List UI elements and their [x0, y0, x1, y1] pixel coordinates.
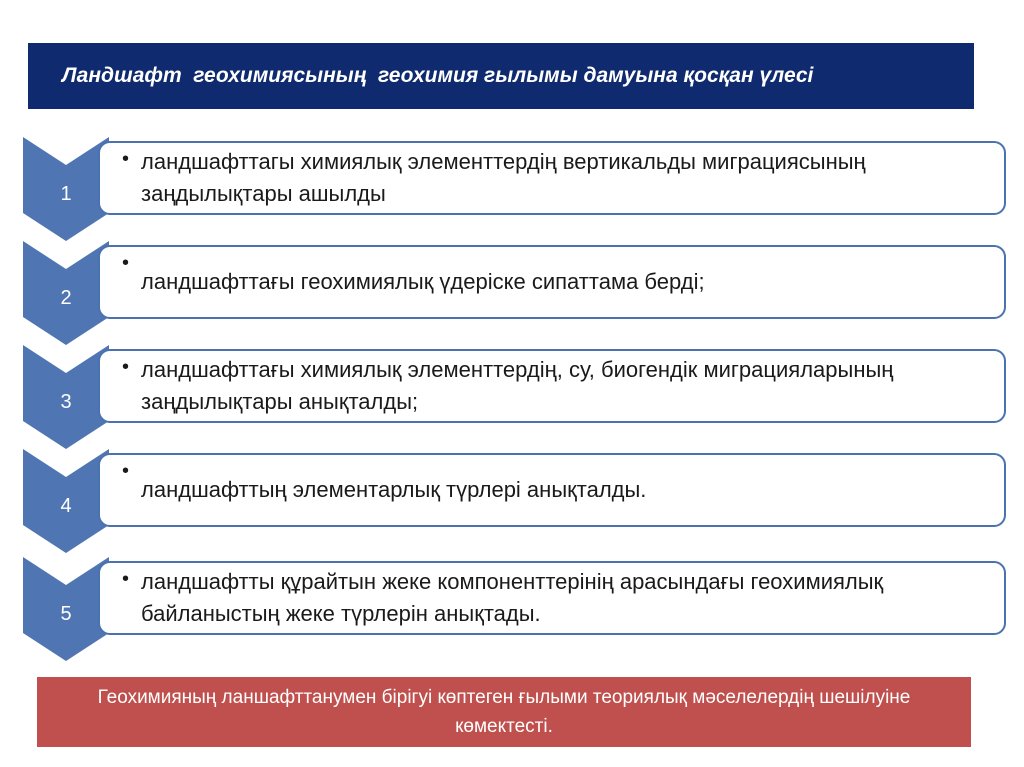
step-row-4 [0, 449, 1024, 549]
step-content-box [98, 141, 1006, 215]
step-content-box [98, 245, 1006, 319]
bullet: • [122, 148, 130, 170]
bullet: • [122, 356, 130, 378]
title-banner [28, 43, 974, 109]
step-content-box [98, 349, 1006, 423]
slide-title: Ландшафт геохимиясының геохимия гылымы дамуына қосқан үлесі [62, 64, 814, 87]
step-content-box [98, 453, 1006, 527]
step-number: 1 [60, 183, 72, 205]
step-text: ландшафттағы геохимиялық үдеріске сипаттама берді; [141, 269, 705, 294]
step-text: ландшафтты құрайтын жеке компоненттерінің арасындағы геохимиялық байланыстың жеке түрлерін анықтады. [141, 569, 884, 626]
bullet: • [122, 252, 130, 274]
step-row-1 [0, 137, 1024, 237]
summary-banner [37, 677, 971, 747]
step-number: 4 [60, 495, 72, 517]
step-text: ландшафттағы химиялық элементтердің, су, биогендік миграцияларының заңдылықтары анықталды; [141, 357, 894, 414]
bullet: • [122, 460, 130, 482]
summary-text: Геохимияның ланшафттанумен бірігуі көптеген ғылыми теориялық мәселелердің шешілуіне көмектесті. [97, 687, 911, 737]
step-text: ландшафттагы химиялық элементтердің вертикальды миграциясының заңдылықтары ашылды [141, 149, 866, 206]
step-row-2 [0, 241, 1024, 341]
step-content-box [98, 561, 1006, 635]
bullet: • [122, 568, 130, 590]
step-row-5 [0, 557, 1024, 657]
step-number: 2 [60, 287, 72, 309]
step-number: 3 [60, 391, 72, 413]
step-row-3 [0, 345, 1024, 445]
step-text: ландшафттың элементарлық түрлері анықталды. [141, 477, 647, 502]
step-number: 5 [60, 603, 72, 625]
